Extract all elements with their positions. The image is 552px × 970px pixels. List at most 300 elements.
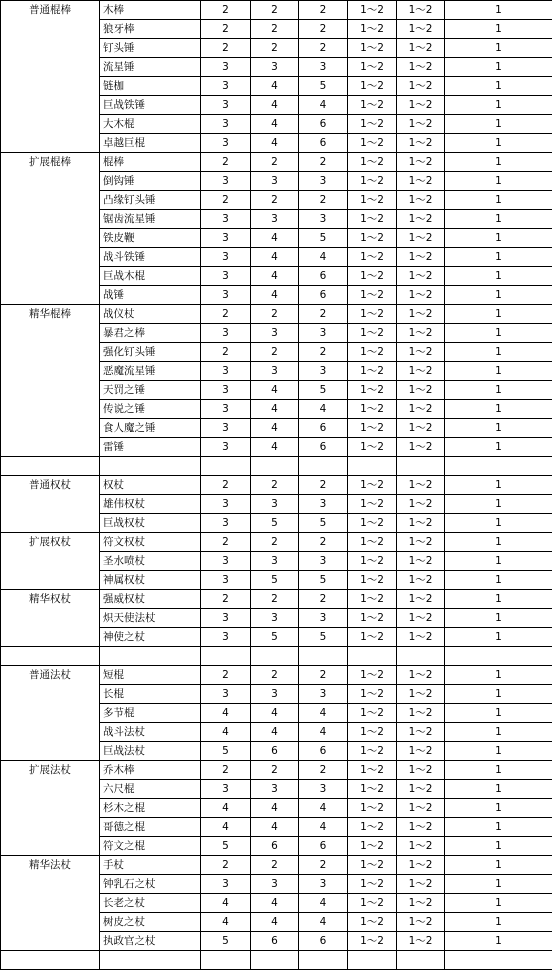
stat-c-cell: 2 [299,761,348,780]
table-row [1,419,552,438]
item-name-cell: 巨战木棍 [100,267,201,286]
item-name-cell: 神属权杖 [100,571,201,590]
stat-b-cell: 5 [251,514,299,533]
stat-b-cell [251,457,299,476]
stat-c-cell: 6 [299,134,348,153]
range-e-cell: 1～2 [397,571,445,590]
range-e-cell: 1～2 [397,58,445,77]
item-name-cell: 战仪杖 [100,305,201,324]
category-cell [1,267,100,286]
table-row [1,286,552,305]
stat-a-cell: 2 [201,476,251,495]
stat-c-cell: 2 [299,590,348,609]
range-d-cell: 1～2 [348,115,397,134]
stat-f-cell: 1 [445,875,552,894]
blank-row [1,951,552,970]
item-name-cell: 短棍 [100,666,201,685]
item-name-cell: 凸缘钉头锤 [100,191,201,210]
item-name-cell: 狼牙棒 [100,20,201,39]
range-d-cell: 1～2 [348,685,397,704]
table-row [1,552,552,571]
item-name-cell: 强威权杖 [100,590,201,609]
table-row [1,476,552,495]
range-d-cell: 1～2 [348,742,397,761]
item-name-cell: 符文之棍 [100,837,201,856]
category-cell [1,419,100,438]
category-cell [1,324,100,343]
stat-a-cell: 2 [201,856,251,875]
table-row [1,58,552,77]
stat-b-cell: 3 [251,210,299,229]
table-row [1,761,552,780]
stat-c-cell: 2 [299,343,348,362]
range-d-cell: 1～2 [348,704,397,723]
category-cell [1,286,100,305]
range-d-cell [348,951,397,970]
range-d-cell: 1～2 [348,913,397,932]
stat-c-cell: 2 [299,666,348,685]
category-cell [1,248,100,267]
stat-c-cell: 2 [299,39,348,58]
category-cell [1,20,100,39]
range-d-cell: 1～2 [348,248,397,267]
stat-c-cell: 4 [299,248,348,267]
range-e-cell: 1～2 [397,723,445,742]
stat-a-cell: 2 [201,39,251,58]
range-e-cell: 1～2 [397,628,445,647]
category-cell [1,571,100,590]
category-cell [1,172,100,191]
range-d-cell: 1～2 [348,210,397,229]
stat-c-cell: 2 [299,1,348,20]
table-row [1,514,552,533]
table-row [1,381,552,400]
range-e-cell: 1～2 [397,1,445,20]
stat-f-cell: 1 [445,761,552,780]
item-name-cell: 长棍 [100,685,201,704]
range-e-cell: 1～2 [397,552,445,571]
stat-a-cell: 4 [201,894,251,913]
stat-f-cell [445,457,552,476]
range-d-cell: 1～2 [348,856,397,875]
stat-b-cell: 2 [251,305,299,324]
stat-b-cell: 4 [251,704,299,723]
stat-f-cell: 1 [445,742,552,761]
stat-b-cell: 2 [251,856,299,875]
range-d-cell: 1～2 [348,476,397,495]
range-e-cell: 1～2 [397,229,445,248]
stat-a-cell: 3 [201,77,251,96]
category-cell [1,343,100,362]
stat-f-cell: 1 [445,552,552,571]
range-d-cell: 1～2 [348,172,397,191]
stat-a-cell: 3 [201,400,251,419]
category-cell: 精华法杖 [1,856,100,875]
stat-c-cell: 5 [299,381,348,400]
stat-c-cell: 3 [299,875,348,894]
item-name-cell: 执政官之杖 [100,932,201,951]
range-e-cell: 1～2 [397,799,445,818]
item-name-cell: 暴君之棒 [100,324,201,343]
range-e-cell: 1～2 [397,286,445,305]
stat-b-cell: 3 [251,685,299,704]
range-e-cell: 1～2 [397,932,445,951]
table-row [1,913,552,932]
stat-b-cell: 2 [251,39,299,58]
range-d-cell: 1～2 [348,286,397,305]
range-d-cell: 1～2 [348,267,397,286]
stat-c-cell: 3 [299,495,348,514]
item-name-cell: 乔木棒 [100,761,201,780]
stat-a-cell: 2 [201,20,251,39]
stat-b-cell: 4 [251,267,299,286]
item-name-cell: 强化钉头锤 [100,343,201,362]
stat-a-cell: 4 [201,799,251,818]
category-cell [1,438,100,457]
category-cell: 扩展权杖 [1,533,100,552]
table-row [1,343,552,362]
table-row [1,533,552,552]
blank-row [1,457,552,476]
stat-c-cell: 4 [299,400,348,419]
range-e-cell: 1～2 [397,248,445,267]
stat-c-cell: 4 [299,704,348,723]
stat-a-cell: 4 [201,723,251,742]
stat-a-cell [201,457,251,476]
range-e-cell: 1～2 [397,381,445,400]
table-row [1,96,552,115]
stat-f-cell: 1 [445,780,552,799]
range-e-cell: 1～2 [397,875,445,894]
range-e-cell: 1～2 [397,39,445,58]
stat-f-cell: 1 [445,77,552,96]
stat-c-cell: 3 [299,210,348,229]
range-d-cell: 1～2 [348,134,397,153]
stat-a-cell: 3 [201,210,251,229]
stat-c-cell: 2 [299,20,348,39]
item-name-cell: 钟乳石之杖 [100,875,201,894]
category-cell: 普通法杖 [1,666,100,685]
range-e-cell [397,457,445,476]
category-cell [1,77,100,96]
stat-c-cell: 4 [299,96,348,115]
stat-f-cell: 1 [445,533,552,552]
stat-f-cell: 1 [445,39,552,58]
stat-f-cell: 1 [445,210,552,229]
table-row [1,666,552,685]
range-e-cell: 1～2 [397,324,445,343]
category-cell [1,951,100,970]
range-e-cell: 1～2 [397,20,445,39]
stat-c-cell: 6 [299,267,348,286]
range-d-cell: 1～2 [348,381,397,400]
stat-b-cell: 6 [251,742,299,761]
stat-f-cell: 1 [445,476,552,495]
range-d-cell: 1～2 [348,799,397,818]
table-row [1,723,552,742]
stat-a-cell: 2 [201,533,251,552]
item-name-cell: 食人魔之锤 [100,419,201,438]
range-e-cell: 1～2 [397,210,445,229]
range-e-cell: 1～2 [397,609,445,628]
stat-c-cell: 2 [299,856,348,875]
stat-b-cell: 6 [251,932,299,951]
stat-a-cell: 3 [201,96,251,115]
stat-a-cell: 2 [201,666,251,685]
stat-b-cell: 4 [251,248,299,267]
item-name-cell [100,647,201,666]
stat-c-cell: 4 [299,818,348,837]
stat-b-cell: 4 [251,894,299,913]
stat-f-cell: 1 [445,324,552,343]
range-d-cell: 1～2 [348,153,397,172]
range-e-cell: 1～2 [397,818,445,837]
category-cell [1,495,100,514]
item-name-cell: 流星锤 [100,58,201,77]
item-name-cell: 圣水喷杖 [100,552,201,571]
range-e-cell: 1～2 [397,153,445,172]
stat-c-cell: 2 [299,305,348,324]
range-e-cell: 1～2 [397,191,445,210]
category-cell [1,609,100,628]
stat-b-cell: 3 [251,552,299,571]
range-d-cell: 1～2 [348,438,397,457]
table-row [1,39,552,58]
item-name-cell: 锯齿流星锤 [100,210,201,229]
table-row [1,571,552,590]
stat-c-cell [299,647,348,666]
range-d-cell: 1～2 [348,628,397,647]
range-d-cell: 1～2 [348,343,397,362]
stat-c-cell: 3 [299,172,348,191]
item-name-cell: 树皮之杖 [100,913,201,932]
table-row [1,229,552,248]
blank-row [1,647,552,666]
stat-b-cell: 4 [251,799,299,818]
stat-a-cell: 3 [201,134,251,153]
stat-f-cell: 1 [445,248,552,267]
stat-b-cell: 4 [251,818,299,837]
stat-f-cell: 1 [445,628,552,647]
range-e-cell: 1～2 [397,343,445,362]
stat-f-cell: 1 [445,20,552,39]
category-cell: 扩展法杖 [1,761,100,780]
item-name-cell: 六尺棍 [100,780,201,799]
stat-b-cell: 4 [251,400,299,419]
item-name-cell [100,951,201,970]
table-row [1,685,552,704]
stat-b-cell: 4 [251,134,299,153]
item-name-cell: 神使之杖 [100,628,201,647]
range-e-cell: 1～2 [397,666,445,685]
stat-b-cell: 2 [251,761,299,780]
table-row [1,856,552,875]
stat-b-cell: 4 [251,419,299,438]
stat-a-cell: 2 [201,153,251,172]
category-cell [1,39,100,58]
table-row [1,115,552,134]
table-row [1,20,552,39]
stat-c-cell: 3 [299,552,348,571]
stat-c-cell: 5 [299,514,348,533]
item-name-cell: 恶魔流星锤 [100,362,201,381]
stat-a-cell: 2 [201,1,251,20]
item-name-cell: 链枷 [100,77,201,96]
range-e-cell: 1～2 [397,590,445,609]
stat-b-cell: 2 [251,666,299,685]
table-row [1,362,552,381]
range-d-cell: 1～2 [348,590,397,609]
category-cell: 精华棍棒 [1,305,100,324]
item-name-cell: 钉头锤 [100,39,201,58]
stat-a-cell: 2 [201,761,251,780]
category-cell [1,58,100,77]
stat-a-cell: 4 [201,704,251,723]
stat-f-cell: 1 [445,438,552,457]
range-d-cell: 1～2 [348,77,397,96]
stat-c-cell: 3 [299,609,348,628]
category-cell [1,210,100,229]
stat-f-cell: 1 [445,818,552,837]
category-cell [1,552,100,571]
range-d-cell: 1～2 [348,419,397,438]
stat-a-cell: 3 [201,780,251,799]
category-cell [1,704,100,723]
item-name-cell: 哥德之棍 [100,818,201,837]
stat-f-cell: 1 [445,837,552,856]
range-e-cell [397,647,445,666]
item-name-cell: 雷锤 [100,438,201,457]
category-cell [1,647,100,666]
range-d-cell: 1～2 [348,305,397,324]
category-cell: 精华权杖 [1,590,100,609]
item-name-cell: 天罚之锤 [100,381,201,400]
range-d-cell: 1～2 [348,514,397,533]
item-name-cell: 传说之锤 [100,400,201,419]
range-d-cell: 1～2 [348,400,397,419]
range-e-cell: 1～2 [397,419,445,438]
stat-c-cell: 3 [299,58,348,77]
stat-b-cell: 3 [251,172,299,191]
stat-a-cell: 3 [201,115,251,134]
range-e-cell: 1～2 [397,495,445,514]
range-d-cell: 1～2 [348,229,397,248]
stat-f-cell: 1 [445,894,552,913]
range-e-cell: 1～2 [397,913,445,932]
stat-c-cell: 5 [299,628,348,647]
stat-f-cell: 1 [445,685,552,704]
category-cell [1,628,100,647]
stat-f-cell: 1 [445,495,552,514]
stat-a-cell: 3 [201,609,251,628]
stat-b-cell: 5 [251,571,299,590]
stat-b-cell: 4 [251,229,299,248]
stat-c-cell: 3 [299,324,348,343]
range-d-cell: 1～2 [348,780,397,799]
stat-a-cell: 3 [201,248,251,267]
stat-c-cell: 5 [299,571,348,590]
stat-f-cell: 1 [445,1,552,20]
stat-a-cell: 4 [201,913,251,932]
range-d-cell: 1～2 [348,1,397,20]
stat-b-cell: 3 [251,875,299,894]
table-row [1,248,552,267]
stat-a-cell: 2 [201,305,251,324]
category-cell [1,723,100,742]
stat-b-cell: 2 [251,476,299,495]
stat-a-cell: 3 [201,267,251,286]
stat-b-cell: 5 [251,628,299,647]
table-row [1,172,552,191]
table-row [1,267,552,286]
table-row [1,438,552,457]
stat-b-cell: 3 [251,58,299,77]
range-e-cell: 1～2 [397,685,445,704]
stat-c-cell: 3 [299,780,348,799]
range-e-cell: 1～2 [397,476,445,495]
range-d-cell: 1～2 [348,894,397,913]
stat-f-cell: 1 [445,172,552,191]
stat-a-cell: 5 [201,932,251,951]
range-d-cell: 1～2 [348,875,397,894]
stat-a-cell: 3 [201,495,251,514]
category-cell [1,96,100,115]
stat-f-cell: 1 [445,704,552,723]
range-d-cell: 1～2 [348,818,397,837]
stat-a-cell: 3 [201,685,251,704]
range-e-cell: 1～2 [397,267,445,286]
range-d-cell: 1～2 [348,495,397,514]
category-cell [1,115,100,134]
stat-a-cell: 3 [201,875,251,894]
table-row [1,77,552,96]
stat-b-cell [251,647,299,666]
category-cell [1,913,100,932]
category-cell [1,514,100,533]
item-name-cell: 多节棍 [100,704,201,723]
stat-f-cell: 1 [445,723,552,742]
item-name-cell: 战斗铁锤 [100,248,201,267]
table-row [1,134,552,153]
stat-f-cell: 1 [445,134,552,153]
stat-f-cell: 1 [445,381,552,400]
range-d-cell: 1～2 [348,39,397,58]
table-body [1,1,552,970]
item-name-cell: 卓越巨棍 [100,134,201,153]
stat-b-cell: 4 [251,913,299,932]
table-row [1,704,552,723]
range-e-cell: 1～2 [397,362,445,381]
category-cell [1,134,100,153]
range-e-cell: 1～2 [397,400,445,419]
stat-c-cell [299,457,348,476]
table-row [1,932,552,951]
stat-f-cell: 1 [445,229,552,248]
table-row [1,894,552,913]
item-name-cell: 雄伟权杖 [100,495,201,514]
stat-a-cell: 2 [201,191,251,210]
range-e-cell: 1～2 [397,77,445,96]
item-name-cell: 符文权杖 [100,533,201,552]
range-e-cell: 1～2 [397,533,445,552]
range-d-cell: 1～2 [348,96,397,115]
range-e-cell: 1～2 [397,172,445,191]
item-name-cell: 手杖 [100,856,201,875]
item-name-cell: 巨战铁锤 [100,96,201,115]
stat-c-cell: 6 [299,419,348,438]
stat-c-cell: 6 [299,115,348,134]
stat-f-cell: 1 [445,666,552,685]
